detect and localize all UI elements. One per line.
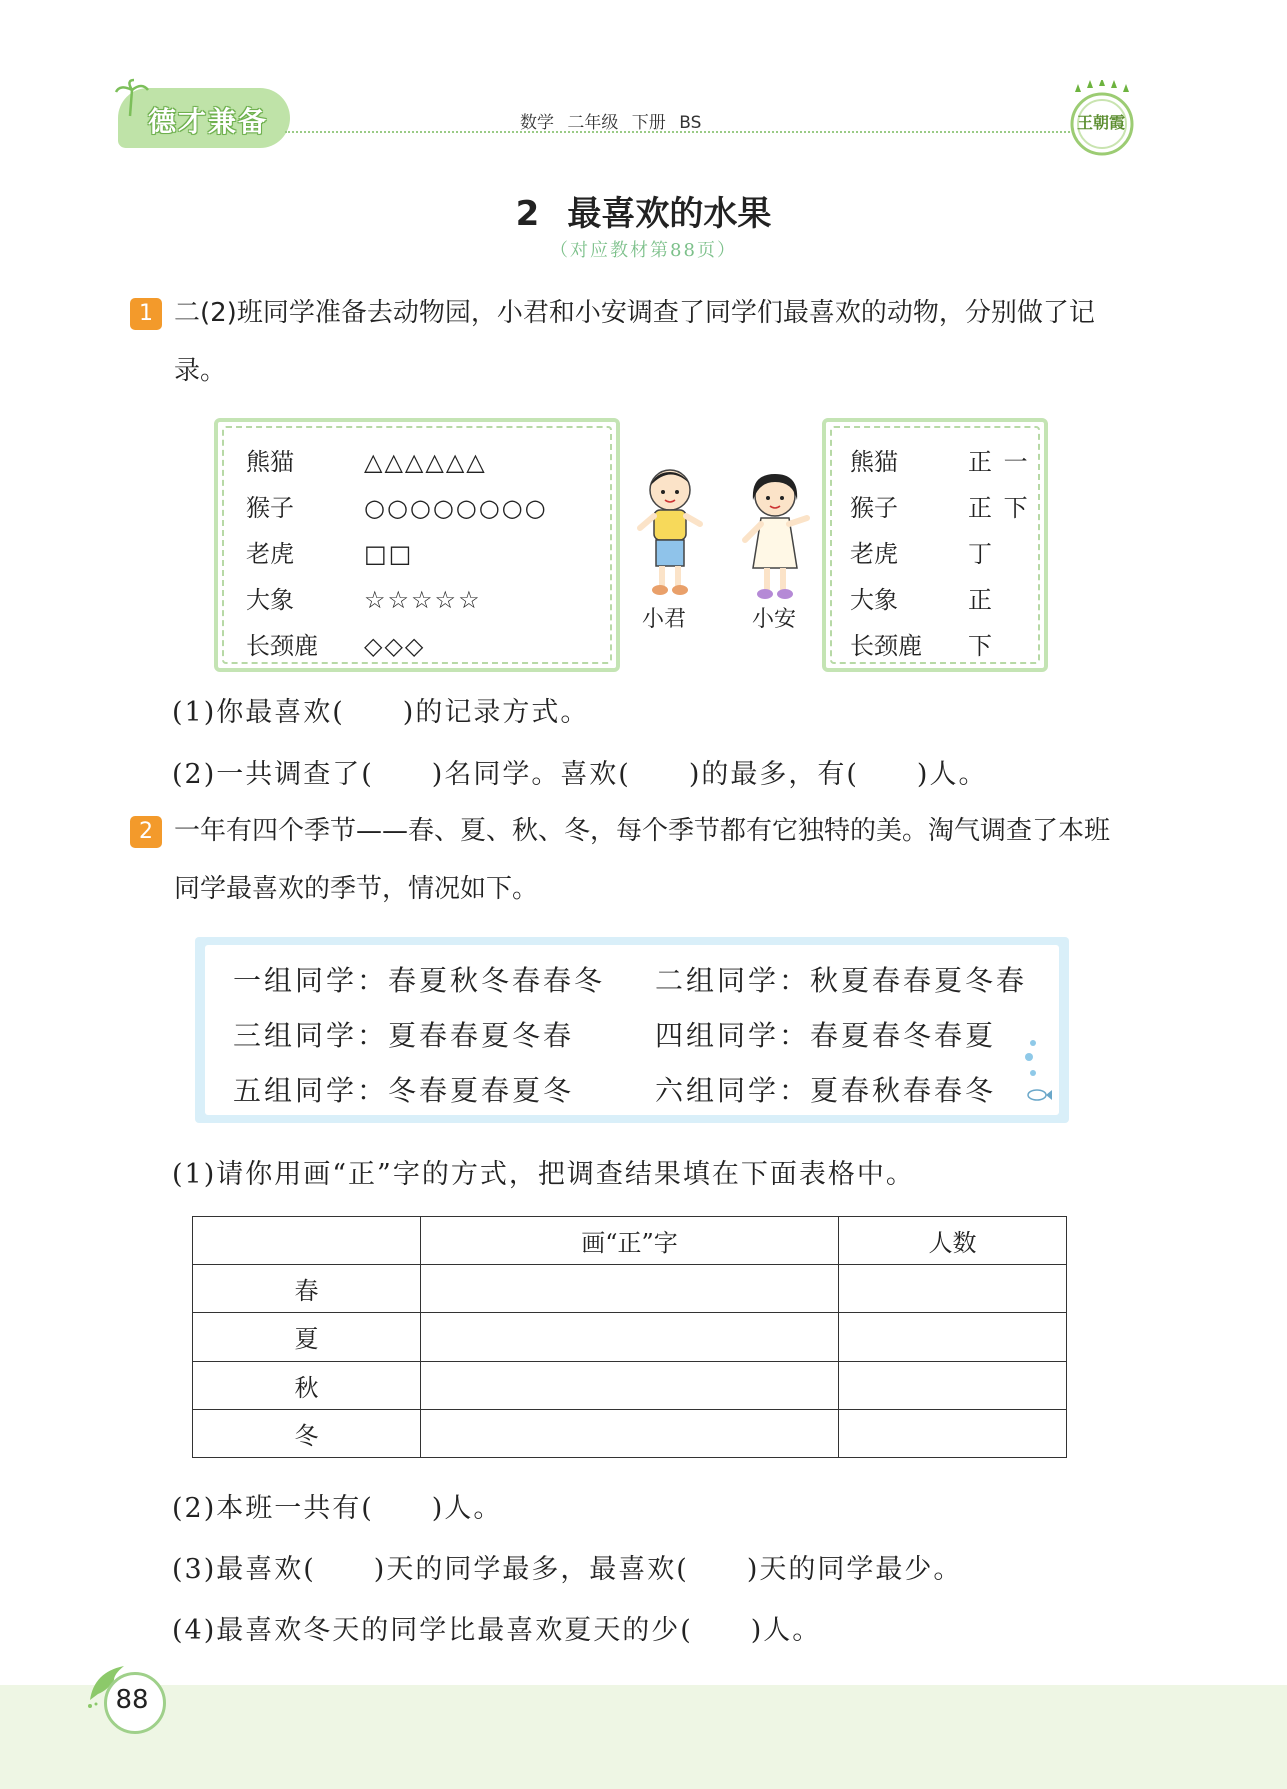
season-survey-box [195, 937, 1069, 1123]
seal-text: 王朝霞 [1077, 113, 1126, 132]
question-badge-1: 1 [130, 298, 162, 330]
count-answer-cell[interactable] [839, 1361, 1067, 1409]
tally-marks: 下 [968, 632, 994, 660]
count-answer-cell[interactable] [839, 1313, 1067, 1361]
tally-answer-cell[interactable] [421, 1409, 839, 1457]
tally-answer-cell[interactable] [421, 1265, 839, 1313]
group-result: 五组同学：冬春夏春夏冬 [233, 1074, 575, 1107]
question-badge-2: 2 [130, 816, 162, 848]
count-answer-cell[interactable] [839, 1409, 1067, 1457]
record-row [850, 580, 1030, 620]
tally-marks: 正 一 [968, 448, 1030, 476]
record-row [850, 534, 1030, 574]
footer-band [0, 1685, 1287, 1789]
season-cell: 春 [193, 1265, 421, 1313]
tally-marks: 正 下 [968, 494, 1030, 522]
animal-label: 熊猫 [246, 448, 294, 476]
record-row [246, 580, 606, 620]
record-row [246, 534, 606, 574]
question-2-sub-2: (2)本班一共有( )人。 [172, 1493, 503, 1524]
tally-table [192, 1216, 1067, 1458]
kid-name-xiaoan: 小安 [752, 607, 797, 632]
animal-label: 猴子 [850, 494, 898, 522]
season-cell: 秋 [193, 1361, 421, 1409]
brand-text: 德才兼备 [148, 105, 269, 138]
record-box-xiaojun [214, 418, 620, 672]
season-cell: 夏 [193, 1313, 421, 1361]
animal-label: 大象 [246, 586, 294, 614]
record-row [246, 442, 606, 482]
lesson-number: 2 [515, 194, 540, 234]
page-number: 88 [115, 1685, 149, 1715]
record-row [850, 626, 1030, 666]
record-box-xiaoan [822, 418, 1048, 672]
table-row [193, 1361, 1067, 1409]
table-header [193, 1217, 421, 1265]
question-2-sub-4: (4)最喜欢冬天的同学比最喜欢夏天的少( )人。 [172, 1615, 822, 1646]
tally-marks: ○○○○○○○○ [364, 494, 548, 522]
tally-answer-cell[interactable] [421, 1313, 839, 1361]
girl-xiaoan-illustration [735, 468, 815, 608]
table-row [193, 1265, 1067, 1313]
question-1-text: 二(2)班同学准备去动物园，小君和小安调查了同学们最喜欢的动物，分别做了记录。 [174, 298, 1095, 386]
table-row [193, 1409, 1067, 1457]
record-row [246, 626, 606, 666]
tally-marks: ◇◇◇ [364, 632, 426, 660]
tally-answer-cell[interactable] [421, 1361, 839, 1409]
record-row [850, 488, 1030, 528]
record-row [246, 488, 606, 528]
group-result: 二组同学：秋夏春春夏冬春 [655, 964, 1028, 997]
animal-label: 长颈鹿 [246, 632, 318, 660]
animal-label: 老虎 [246, 540, 294, 568]
table-header: 人数 [839, 1217, 1067, 1265]
fish-bubbles-icon [1017, 1037, 1053, 1113]
tally-marks: △△△△△△ [364, 448, 487, 476]
question-2-sub-1: (1)请你用画“正”字的方式，把调查结果填在下面表格中。 [172, 1159, 915, 1190]
tally-marks: 正 [968, 586, 994, 614]
question-1-sub-1: (1)你最喜欢( )的记录方式。 [172, 697, 590, 728]
table-row [193, 1313, 1067, 1361]
lesson-title: 最喜欢的水果 [567, 194, 772, 234]
count-answer-cell[interactable] [839, 1265, 1067, 1313]
kid-name-xiaojun: 小君 [642, 607, 687, 632]
animal-label: 大象 [850, 586, 898, 614]
season-cell: 冬 [193, 1409, 421, 1457]
group-result: 六组同学：夏春秋春春冬 [655, 1074, 997, 1107]
header-info: 数学 二年级 下册 BS [520, 113, 702, 133]
animal-label: 老虎 [850, 540, 898, 568]
question-2-sub-3: (3)最喜欢( )天的同学最多，最喜欢( )天的同学最少。 [172, 1554, 963, 1585]
textbook-reference: （对应教材第88页） [550, 240, 737, 261]
group-result: 三组同学：夏春春夏冬春 [233, 1019, 575, 1052]
page-title [0, 186, 1287, 235]
question-2-text: 一年有四个季节——春、夏、秋、冬，每个季节都有它独特的美。淘气调查了本班同学最喜欢的季节，情况如下。 [174, 816, 1111, 904]
animal-label: 熊猫 [850, 448, 898, 476]
tally-marks: □□ [364, 540, 414, 568]
group-result: 一组同学：春夏秋冬春春冬 [233, 964, 606, 997]
boy-xiaojun-illustration [630, 462, 710, 602]
tally-marks: 丁 [968, 540, 994, 568]
table-header: 画“正”字 [421, 1217, 839, 1265]
question-1-sub-2: (2)一共调查了( )名同学。喜欢( )的最多，有( )人。 [172, 759, 988, 790]
group-result: 四组同学：春夏春冬春夏 [655, 1019, 997, 1052]
animal-label: 长颈鹿 [850, 632, 922, 660]
table-header-row [193, 1217, 1067, 1265]
tally-marks: ☆☆☆☆☆ [364, 586, 482, 614]
record-row [850, 442, 1030, 482]
palm-tree-icon [112, 78, 152, 118]
animal-label: 猴子 [246, 494, 294, 522]
